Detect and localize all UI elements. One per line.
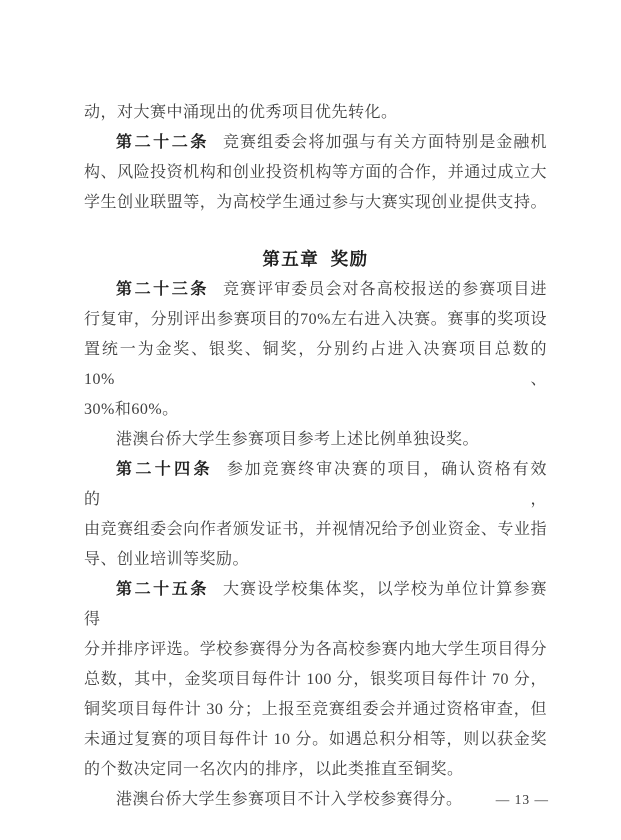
text-line: 铜奖项目每件计 30 分；上报至竞赛组委会并通过资格审查，但 [84,701,547,718]
article-24-first-text: 参加竞赛终审决赛的项目，确认资格有效的， [84,461,547,508]
text-line: 的个数决定同一名次内的排序，以此类推直至铜奖。 [84,761,464,778]
text-line: 总数，其中，金奖项目每件计 100 分，银奖项目每件计 70 分， [84,671,547,688]
chapter-heading: 第五章 奖励 [262,249,369,269]
text-line [84,575,547,635]
text-line: 学生创业联盟等，为高校学生通过参与大赛实现创业提供支持。 [84,194,547,211]
paragraph-article-24 [84,455,547,575]
paragraph-article-23 [84,275,547,425]
text-line: 导、创业培训等奖励。 [84,551,250,568]
text-line: 30%和60%。 [84,401,179,418]
text-line [84,455,547,515]
paragraph-article-25 [84,575,547,785]
page-number: — 13 — [495,792,549,807]
article-23-first-text: 竞赛评审委员会对各高校报送的参赛项目进 [222,281,547,298]
text-line: 未通过复赛的项目每件计 10 分。如遇总积分相等，则以获金奖 [84,731,547,748]
text-line: 行复审，分别评出参赛项目的70%左右进入决赛。赛事的奖项设 [84,311,547,328]
article-24-label: 第二十四条 [116,461,213,478]
paragraph-hmt-awards [84,425,547,455]
text-line: 动，对大赛中涌现出的优秀项目优先转化。 [84,104,398,121]
paragraph-hmt-score [84,785,547,815]
text-line [84,275,547,305]
article-22-first-text: 竞赛组委会将加强与有关方面特别是金融机 [222,134,547,151]
text-line [84,128,547,158]
text-line: 港澳台侨大学生参赛项目不计入学校参赛得分。 [116,791,463,808]
article-25-label: 第二十五条 [116,581,209,598]
article-25-first-text: 大赛设学校集体奖，以学校为单位计算参赛得 [84,581,547,628]
text-line: 置统一为金奖、银奖、铜奖，分别约占进入决赛项目总数的10%、 [84,341,547,388]
text-line: 构、风险投资机构和创业投资机构等方面的合作，并通过成立大 [84,164,547,181]
article-23-label: 第二十三条 [116,281,209,298]
text-line: 由竞赛组委会向作者颁发证书，并视情况给予创业资金、专业指 [84,521,547,538]
text-line: 港澳台侨大学生参赛项目参考上述比例单独设奖。 [116,431,480,448]
text-line: 分并排序评选。学校参赛得分为各高校参赛内地大学生项目得分 [84,641,547,658]
article-22-label: 第二十二条 [116,134,209,151]
text-column [84,98,547,815]
paragraph-article-22 [84,128,547,218]
paragraph-continuation [84,98,547,128]
